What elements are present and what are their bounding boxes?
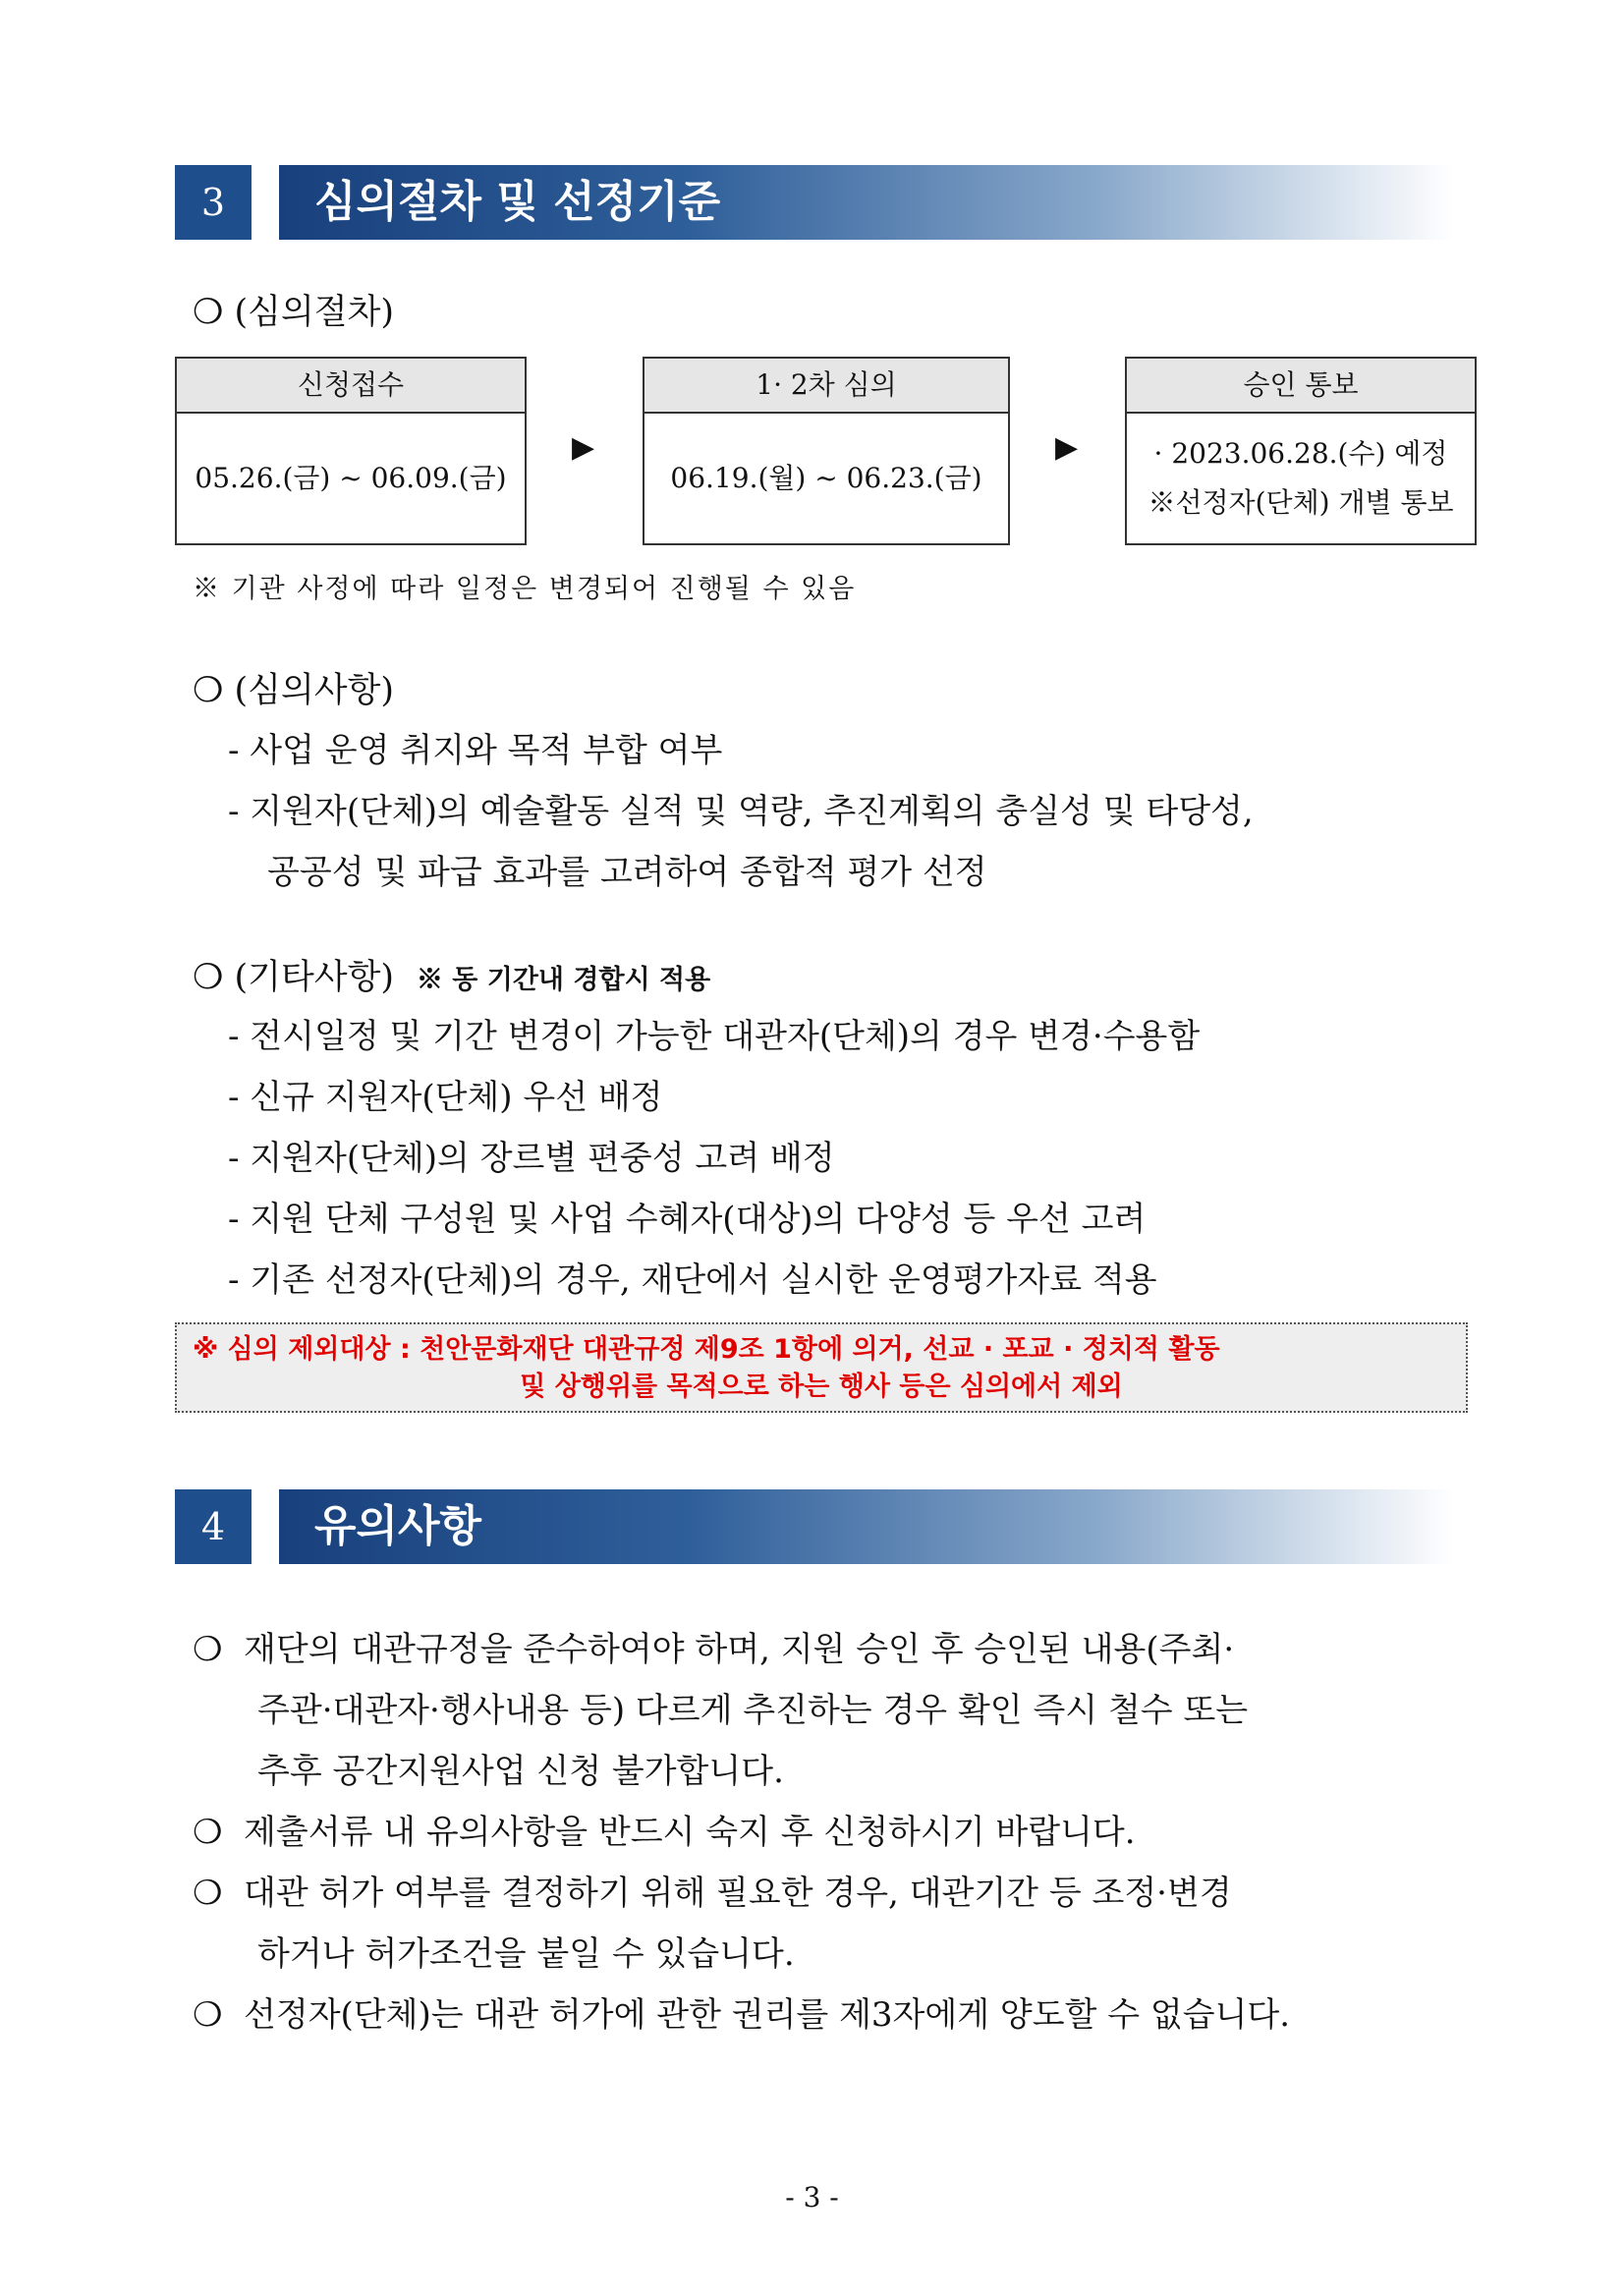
flow-box-notice (1125, 357, 1477, 545)
other-subnote: ※ 동 기간내 경합시 적용 (416, 965, 711, 995)
section-title-bar (279, 165, 1454, 240)
flow-line: · 2023.06.28.(수) 예정 (1153, 437, 1448, 470)
section-4-header (175, 1489, 1454, 1564)
caution-item (193, 1992, 1290, 2038)
other-heading-row (193, 955, 710, 1003)
flow-box-application (175, 357, 527, 545)
flow-line: ※선정자(단체) 개별 통보 (1148, 486, 1454, 519)
review-item: - 지원자(단체)의 예술활동 실적 및 역량, 추진계획의 충실성 및 타당성, (228, 792, 1254, 831)
review-heading: ❍ (심의사항) (193, 671, 395, 710)
caution-line: 선정자(단체)는 대관 허가에 관한 권리를 제3자에게 양도할 수 없습니다. (244, 1995, 1291, 2035)
review-item: - 사업 운영 취지와 목적 부합 여부 (228, 731, 723, 770)
bullet-icon: ❍ (193, 1874, 223, 1913)
other-item: - 기존 선정자(단체)의 경우, 재단에서 실시한 운영평가자료 적용 (228, 1260, 1157, 1300)
procedure-heading: ❍ (심의절차) (193, 293, 395, 332)
flow-box-review (643, 357, 1010, 545)
review-item: 공공성 및 파급 효과를 고려하여 종합적 평가 선정 (267, 853, 987, 892)
caution-line: 제출서류 내 유의사항을 반드시 숙지 후 신청하시기 바랍니다. (244, 1813, 1136, 1852)
flow-body-application (177, 414, 525, 496)
exclusion-note-line: ※ 심의 제외대상 : 천안문화재단 대관규정 제9조 1항에 의거, 선교 · 포교 · 정치적 활동 (193, 1334, 1220, 1365)
flow-body-review (644, 414, 1008, 496)
flow-head-application: 신청접수 (177, 359, 525, 414)
exclusion-note-line: 및 상행위를 목적으로 하는 행사 등은 심의에서 제외 (520, 1372, 1123, 1402)
flow-line: 05.26.(금) ~ 06.09.(금) (195, 462, 507, 494)
other-item: - 전시일정 및 기간 변경이 가능한 대관자(단체)의 경우 변경·수용함 (228, 1017, 1201, 1056)
bullet-icon: ❍ (193, 1995, 223, 2035)
caution-line: 재단의 대관규정을 준수하여야 하며, 지원 승인 후 승인된 내용(주최· (244, 1630, 1235, 1669)
section-title-bar (279, 1489, 1454, 1564)
other-heading: ❍ (기타사항) (193, 958, 395, 997)
caution-line: 하거나 허가조건을 붙일 수 있습니다. (257, 1934, 795, 1974)
caution-item (193, 1627, 1234, 1672)
caution-line: 대관 허가 여부를 결정하기 위해 필요한 경우, 대관기간 등 조정·변경 (244, 1874, 1232, 1913)
flow-body-notice (1127, 414, 1475, 528)
flow-head-notice: 승인 통보 (1127, 359, 1475, 414)
flow-head-review: 1· 2차 심의 (644, 359, 1008, 414)
section-title: 유의사항 (314, 1501, 482, 1551)
other-item: - 지원자(단체)의 장르별 편중성 고려 배정 (228, 1139, 835, 1178)
section-number: 4 (175, 1489, 252, 1564)
caution-line: 주관·대관자·행사내용 등) 다르게 추진하는 경우 확인 즉시 철수 또는 (257, 1691, 1249, 1730)
caution-item (193, 1871, 1232, 1916)
schedule-note: ※ 기관 사정에 따라 일정은 변경되어 진행될 수 있음 (193, 574, 857, 604)
other-item: - 신규 지원자(단체) 우선 배정 (228, 1078, 663, 1117)
arrow-icon: ▶ (572, 430, 595, 465)
bullet-icon: ❍ (193, 1813, 223, 1852)
flow-line: 06.19.(월) ~ 06.23.(금) (670, 462, 982, 494)
bullet-icon: ❍ (193, 1630, 223, 1669)
section-title: 심의절차 및 선정기준 (314, 177, 721, 227)
other-item: - 지원 단체 구성원 및 사업 수혜자(대상)의 다양성 등 우선 고려 (228, 1200, 1147, 1239)
exclusion-note-box (175, 1322, 1468, 1413)
section-number: 3 (175, 165, 252, 240)
page-number: - 3 - (785, 2181, 839, 2213)
caution-line: 추후 공간지원사업 신청 불가합니다. (257, 1752, 784, 1791)
section-3-header (175, 165, 1454, 240)
arrow-icon: ▶ (1055, 430, 1079, 465)
caution-item (193, 1810, 1136, 1855)
